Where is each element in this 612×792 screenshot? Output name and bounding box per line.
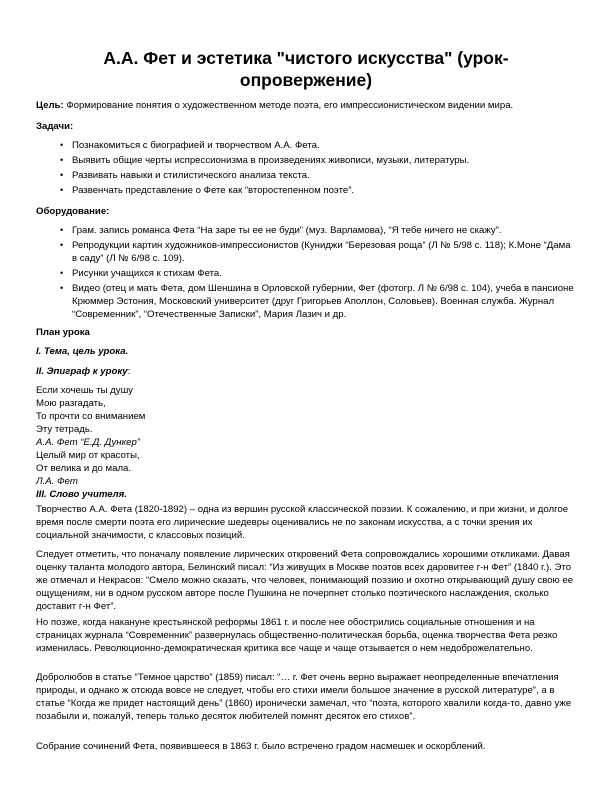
bullet-icon: • <box>60 240 64 250</box>
paragraph: Добролюбов в статье “Темное царство” (1859) писал: “… г. Фет очень верно выражает неопределенные впечатления природы, и однако ж отсюда вовсе не следует, чтобы его стихи имели большое значение в русской литературе”, а в статье “Когда же придет настоящий день” (1860) иронически замечал, что “поэта, которого хвалили когда-то, давно уже позабыли и, пожалуй, теперь только десяток любителей помнят десяток его стихов”. <box>36 672 572 722</box>
goal-line <box>36 99 513 112</box>
epigraph-line: Эту тетрадь. <box>36 424 93 435</box>
plan-heading: План урока <box>36 327 90 338</box>
epigraph-line: То прочти со вниманием <box>36 411 146 422</box>
bullet-icon: • <box>60 225 64 235</box>
epigraph <box>36 384 336 501</box>
plan-step-2-colon: : <box>127 366 131 377</box>
list-item: • Рисунки учащихся к стихам Фета. <box>60 268 222 279</box>
epigraph-line: Если хочешь ты душу <box>36 385 134 396</box>
list-item: • Развенчать представление о Фете как “второстепенном поэте”. <box>60 185 355 196</box>
list-item: • Познакомиться с биографией и творчеством А.А. Фета. <box>60 140 320 151</box>
epigraph-line: Мою разгадать, <box>36 398 106 409</box>
epigraph-line: Целый мир от красоты, <box>36 450 140 461</box>
plan-step-2-label: II. Эпиграф к уроку <box>36 366 128 377</box>
tasks-heading: Задачи: <box>36 121 74 132</box>
epigraph-author: А.А. Фет “Е.Д. Дункер” <box>36 437 140 448</box>
tasks-list <box>36 139 576 199</box>
bullet-icon: • <box>60 268 64 278</box>
epigraph-author: Л.А. Фет <box>36 476 78 487</box>
paragraph: Собрание сочинений Фета, появившееся в 1863 г. было встречено градом насмешек и оскорблений. <box>36 741 486 752</box>
bullet-icon: • <box>60 283 64 293</box>
list-item: • Видео (отец и мать Фета, дом Шеншина в Орловской губернии, Фет (фотогр. Л № 6/98 с. 104), учеба в пансионе Крюммер Эстония, Московский университет (друг Григорьев Аполлон, Соловьев). Военная служба. Журнал “Современник”, “Отечественные Записки”, Мария Лазич и др. <box>60 283 574 320</box>
plan-step-1: I. Тема, цель урока. <box>36 346 129 357</box>
equipment-heading: Оборудование: <box>36 206 110 217</box>
bullet-icon: • <box>60 155 64 165</box>
document-title: А.А. Фет и эстетика "чистого искусства" (урок-опровержение) <box>103 48 509 90</box>
bullet-icon: • <box>60 140 64 150</box>
goal-label: Цель: <box>36 100 64 111</box>
list-item: • Грам. запись романса Фета “На заре ты ее не буди” (муз. Варламова), “Я тебе ничего не скажу”. <box>60 225 502 236</box>
paragraph: Следует отметить, что поначалу появление лирических откровений Фета сопровождались хорошими откликами. Давая оценку таланта молодого автора, Белинский писал: “Из живущих в Москве поэтов всех даровитее г-н Фет” (1840 г.). Это же отмечал и Некрасов: “Смело можно сказать, что человек, понимающий поэзию и охотно открывающий душу свою ее ощущениям, ни в одном русском авторе после Пушкина не почерпнет столько поэтического наслаждения, сколько доставит г-н Фет”. <box>36 549 574 612</box>
list-item: • Развивать навыки и стилистического анализа текста. <box>60 170 310 181</box>
list-item: • Репродукции картин художников-импрессионистов (Куниджи “Березовая роща” (Л № 5/98 с. 118); К.Моне “Дама в саду” (Л № 6/98 с. 109). <box>60 240 571 264</box>
bullet-icon: • <box>60 170 64 180</box>
equipment-list <box>36 224 576 323</box>
bullet-icon: • <box>60 185 64 195</box>
paragraph: Но позже, когда накануне крестьянской реформы 1861 г. и после нее обострились социальные отношения и на страницах журнала “Современник” развернулась общественно-политическая борьба, оценка творчества Фета резко изменилась. Революционно-демократическая критика все чаще и чаще отзывается о нем недоброжелательно. <box>36 617 558 654</box>
plan-step-2 <box>36 365 130 378</box>
plan-step-3: III. Слово учителя. <box>36 489 127 500</box>
paragraph: Творчество А.А. Фета (1820-1892) – одна из вершин русской классической поэзии. К сожалению, и при жизни, и долгое время после смерти поэта его лирические шедевры оценивались не по законам искусства, а с точки зрения их социальной значимости, с классовых позиций. <box>36 504 569 541</box>
goal-text: Формирование понятия о художественном методе поэта, его импрессионистическом видении мира. <box>63 100 514 111</box>
list-item: • Выявить общие черты испрессионизма в произведениях живописи, музыки, литературы. <box>60 155 470 166</box>
epigraph-line: От велика и до мала. <box>36 463 132 474</box>
